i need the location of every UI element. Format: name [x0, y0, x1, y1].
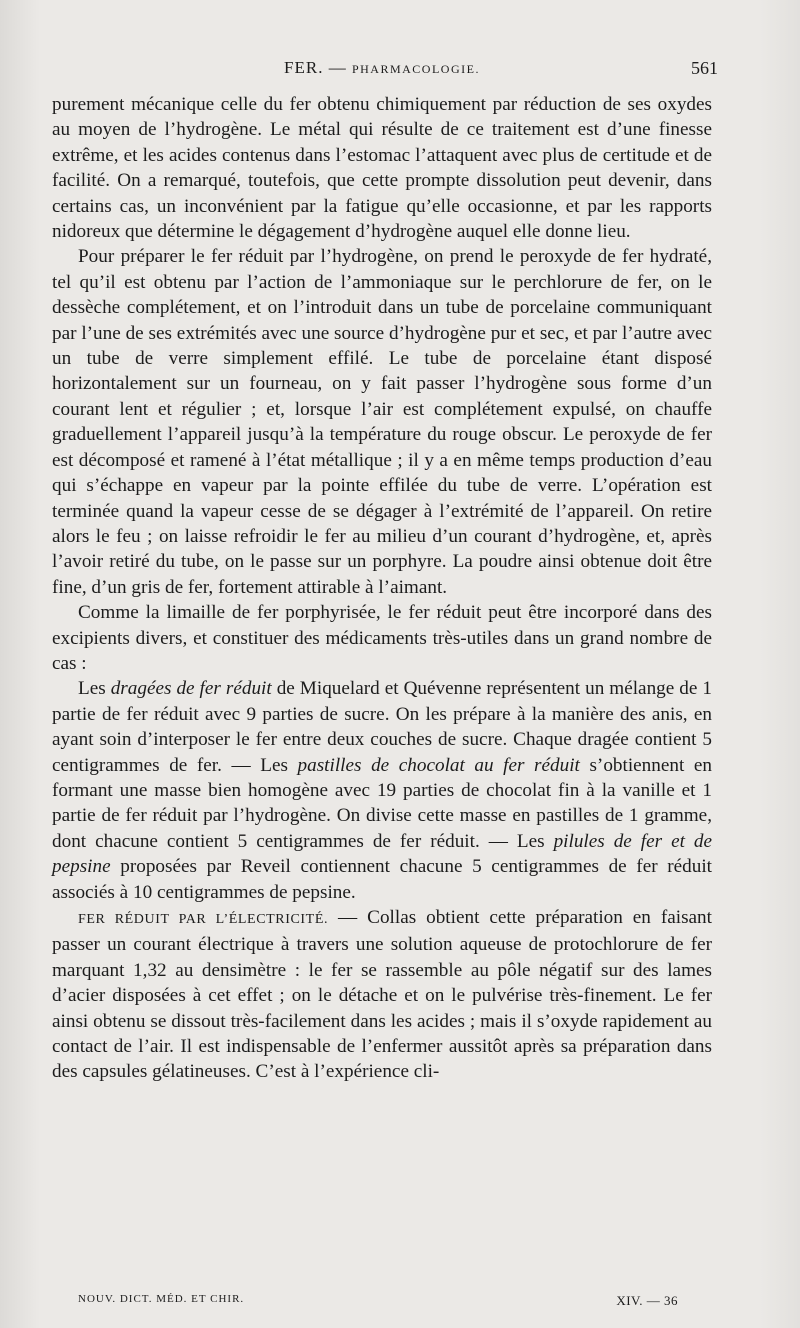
paragraph-4-part-2: de Miquelard et Quévenne représentent un mélange de 1 partie de fer réduit avec 9 parties de sucre. On les prépare à la manière des anis, en ayant soin d’interposer le fer entre deux couches de sucre. Chaque dragée contient 5 centigrammes de fer. — Les: [52, 678, 712, 776]
term-dragees: dragées de fer réduit: [110, 678, 272, 700]
section-heading: FER RÉDUIT PAR L’ÉLECTRICITÉ.: [78, 912, 329, 927]
running-title-main: FER.: [284, 58, 324, 77]
body-text: [52, 92, 712, 1085]
running-head: [52, 58, 718, 82]
paragraph-3: Comme la limaille de fer porphyrisée, le fer réduit peut être incorporé dans des excipients divers, et constituer des médicaments très-utiles dans un grand nombre de cas :: [52, 602, 712, 674]
running-title-section: PHARMACOLOGIE.: [351, 62, 480, 76]
page-footer: [78, 1293, 678, 1313]
paragraph-5-text: — Collas obtient cette préparation en faisant passer un courant électrique à travers une solution aqueuse de protochlorure de fer marquant 1,32 au densimètre : le fer se rassemble au pôle négatif sur des lames d’acier disposées à cet effet ; on le détache et on le pulvérise très-finement. Le fer ainsi obtenu se dissout très-facilement dans les acides ; mais il s’oxyde rapidement au contact de l’air. Il est indispensable de l’enfermer aussitôt après sa préparation dans des capsules gélatineuses. C’est à l’expérience cli-: [52, 907, 712, 1083]
paragraph-4-part-1: Les: [78, 678, 111, 700]
paragraph-4-part-4: proposées par Reveil contiennent chacune 5 centigrammes de fer réduit associés à 10 centigrammes de pepsine.: [52, 856, 712, 903]
term-pastilles: pastilles de chocolat au fer réduit: [297, 754, 580, 776]
page-number: 561: [691, 58, 718, 78]
running-title: [52, 58, 712, 78]
paragraph-2: Pour préparer le fer réduit par l’hydrogène, on prend le peroxyde de fer hydraté, tel qu’il est obtenu par l’action de l’ammoniaque sur le perchlorure de fer, on le dessèche complétement, et on l’introduit dans un tube de porcelaine communiquant par l’une de ses extrémités avec une source d’hydrogène pur et sec, et par l’autre avec un tube de verre simplement effilé. Le tube de porcelaine étant disposé horizontalement sur un fourneau, on y fait passer l’hydrogène sous forme d’un courant lent et régulier ; et, lorsque l’air est complétement expulsé, on chauffe graduellement l’appareil jusqu’à la température du rouge obscur. Le peroxyde de fer est décomposé et ramené à l’état métallique ; il y a en même temps production d’eau qui s’échappe en vapeur par la pointe effilée du tube de verre. L’opération est terminée quand la vapeur cesse de se dégager à l’extrémité de l’appareil. On retire alors le feu ; on laisse refroidir le fer au milieu d’un courant d’hydrogène, et, après l’avoir retiré du tube, on le passe sur un porphyre. La poudre ainsi obtenue doit être fine, d’un gris de fer, fortement attirable à l’aimant.: [52, 246, 712, 598]
term-pilules: pilules de fer et de pepsine: [52, 830, 712, 878]
paragraph-1: purement mécanique celle du fer obtenu chimiquement par réduction de ses oxydes au moyen de l’hydrogène. Le métal qui résulte de ce traitement est d’une finesse extrême, et les acides contenus dans l’estomac l’attaquent avec plus de certitude et de facilité. On a remarqué, toutefois, que cette prompte dissolution peut devenir, dans certains cas, un inconvénient par la fatigue qu’elle occasionne, et par les rapports nidoreux que détermine le dégagement d’hydrogène auquel elle donne lieu.: [52, 94, 712, 243]
paragraph-4-part-3: s’obtiennent en formant une masse bien homogène avec 19 parties de chocolat fin à la vanille et 1 partie de fer réduit par l’hydrogène. On divise cette masse en pastilles de 1 gramme, dont chacune contient 5 centigrammes de fer réduit. — Les: [52, 754, 712, 852]
paragraph-4: [52, 676, 712, 905]
printer-signature: NOUV. DICT. MÉD. ET CHIR.: [78, 1293, 245, 1305]
paragraph-5: [52, 905, 712, 1085]
running-title-separator: —: [323, 58, 352, 77]
volume-mark: XIV. — 36: [616, 1293, 678, 1308]
